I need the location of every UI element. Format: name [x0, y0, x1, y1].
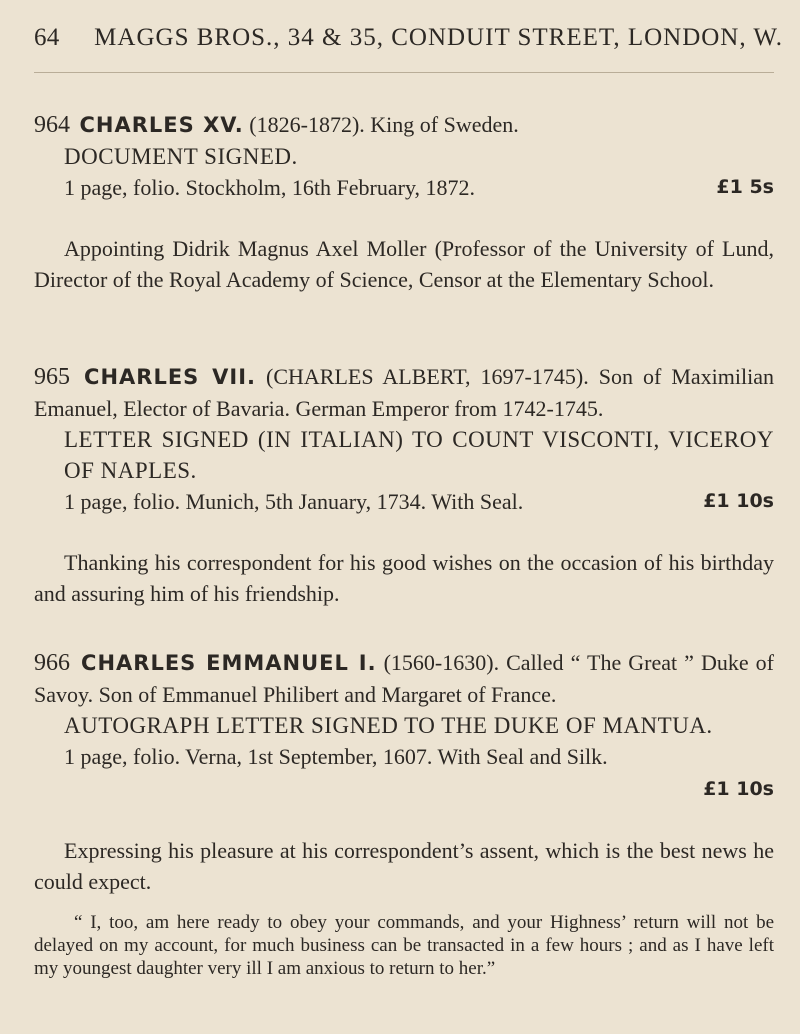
entry-heading: [34, 361, 774, 424]
header-rule: [34, 72, 774, 73]
entry-heading: [34, 109, 774, 141]
item-type: AUTOGRAPH LETTER SIGNED TO THE DUKE OF MANTUA.: [64, 713, 713, 738]
description: Expressing his pleasure at his correspondent’s assent, which is the best news he could expect.: [34, 838, 774, 894]
details-row: [34, 486, 774, 517]
person-name: CHARLES EMMANUEL I.: [81, 651, 377, 675]
lot-number: 966: [34, 650, 70, 676]
heading-rest: (CHARLES ALBERT, 1697-1745). Son of Maximilian Emanuel, Elector of Bavaria. German Emperor from 1742-1745.: [34, 364, 774, 421]
item-details: 1 page, folio. Verna, 1st September, 1607. With Seal and Silk.: [64, 744, 608, 769]
heading-rest: (1826-1872). King of Sweden.: [249, 112, 519, 137]
catalogue-entry-966: [34, 647, 774, 980]
item-details: 1 page, folio. Munich, 5th January, 1734. With Seal.: [64, 489, 524, 514]
price-line: [34, 772, 774, 805]
item-type: DOCUMENT SIGNED.: [64, 144, 298, 169]
catalogue-entry-965: [34, 361, 774, 609]
quotation: “ I, too, am here ready to obey your commands, and your Highness’ return will not be delayed on my account, for much business can be transacted in a few hours ; and as I have left my youngest daughter very ill I am anxious to return to her.”: [34, 912, 774, 979]
price: £1 10s: [703, 778, 774, 800]
details-row: [34, 172, 774, 203]
price: £1 5s: [716, 176, 774, 198]
heading-rest: (1560-1630). Called “ The Great ” Duke of Savoy. Son of Emmanuel Philibert and Margaret of France.: [34, 650, 775, 707]
item-details: 1 page, folio. Stockholm, 16th February, 1872.: [64, 175, 476, 200]
person-name: CHARLES XV.: [79, 113, 244, 137]
item-type: LETTER SIGNED (IN ITALIAN) TO COUNT VISCONTI, VICEROY OF NAPLES.: [64, 427, 774, 483]
page-number: 64: [34, 24, 60, 51]
description: Appointing Didrik Magnus Axel Moller (Professor of the University of Lund, Director of the Royal Academy of Science, Censor at the Elementary School.: [34, 236, 774, 292]
entry-heading: [34, 647, 774, 710]
page-header: [34, 24, 784, 52]
person-name: CHARLES VII.: [84, 365, 256, 389]
catalogue-entry-964: [34, 109, 774, 295]
running-head: MAGGS BROS., 34 & 35, CONDUIT STREET, LONDON, W.: [94, 24, 783, 51]
lot-number: 965: [34, 364, 70, 390]
lot-number: 964: [34, 112, 70, 138]
description: Thanking his correspondent for his good wishes on the occasion of his birthday and assuring him of his friendship.: [34, 550, 774, 606]
price: £1 10s: [703, 490, 774, 512]
